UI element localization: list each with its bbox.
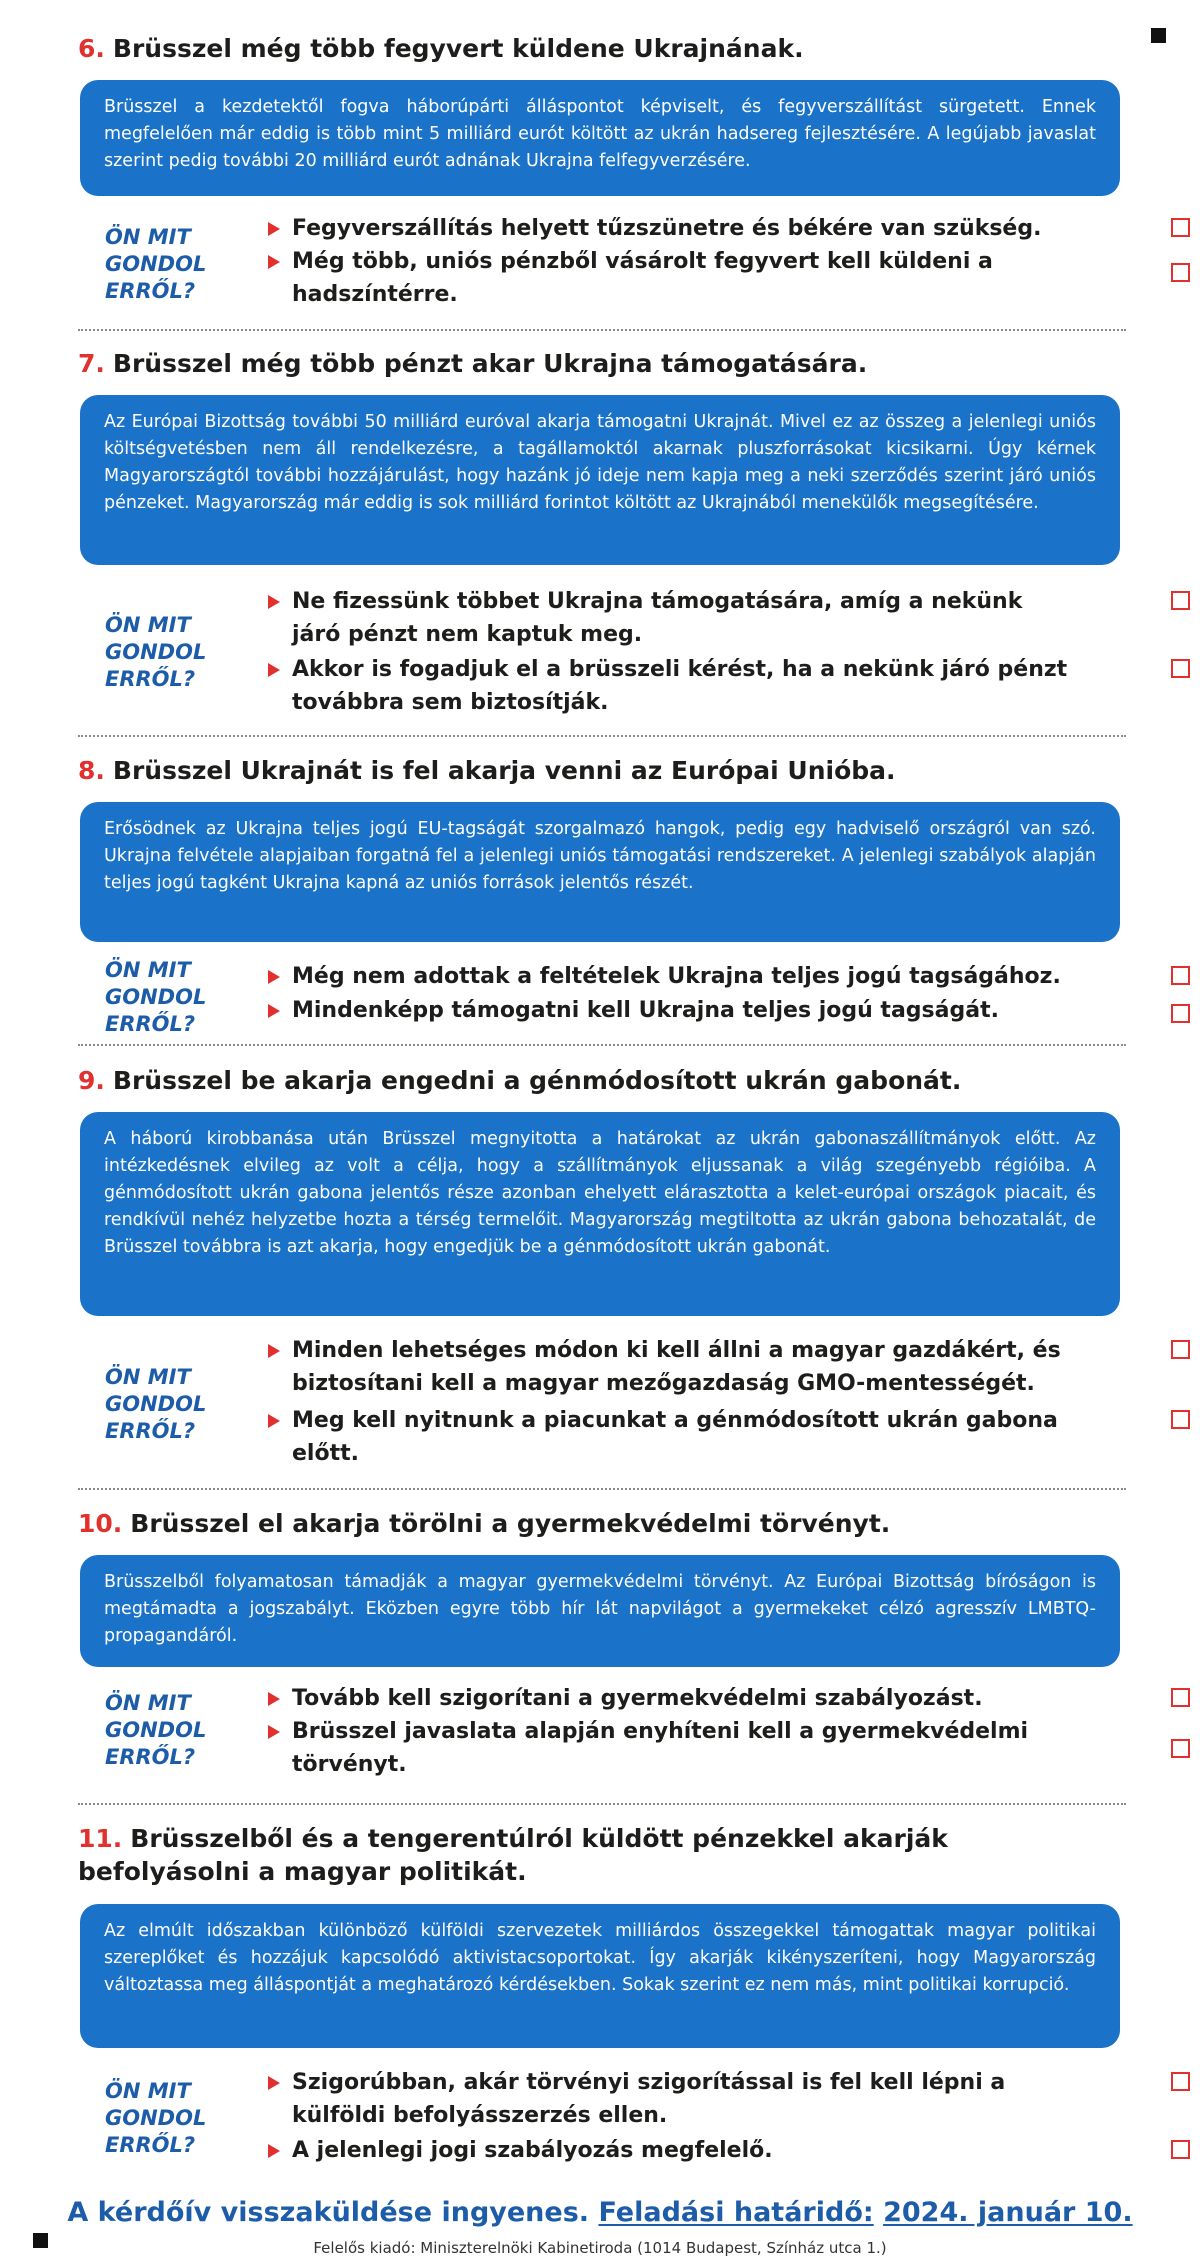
question-title — [78, 1507, 1126, 1540]
answer-option-1 — [268, 1334, 1168, 1394]
question-number: 9. — [78, 1066, 105, 1095]
return-notice — [0, 2196, 1200, 2230]
opinion-prompt: ÖN MIT GONDOL ERRŐL? — [105, 958, 207, 1036]
answer-checkbox[interactable] — [1171, 1340, 1190, 1359]
question-title — [78, 347, 1126, 380]
option-text: Mindenképp támogatni kell Ukrajna teljes jogú tagságát. — [292, 998, 999, 1023]
answer-checkbox[interactable] — [1171, 1688, 1190, 1707]
option-text: Ne fizessünk többet Ukrajna támogatására, amíg a nekünk járó pénzt nem kaptuk meg. — [292, 589, 1023, 647]
registration-mark-top-right — [1151, 28, 1166, 43]
opinion-prompt: ÖN MIT GONDOL ERRŐL? — [105, 613, 207, 691]
question-title — [78, 1064, 1126, 1097]
option-text: Szigorúbban, akár törvényi szigorítással is fel kell lépni a külföldi befolyásszerzés ellen. — [292, 2070, 1006, 2128]
option-text: Még nem adottak a feltételek Ukrajna teljes jogú tagságához. — [292, 964, 1061, 989]
answer-option-1 — [268, 585, 1168, 645]
answer-option-2 — [268, 245, 1168, 305]
info-box: A háború kirobbanása után Brüsszel megnyitotta a határokat az ukrán gabonaszállítmányok előtt. Az intézkedésnek elvileg az volt a célja, hogy a szállítmányok eljussanak a világ szegényebb régióiba. A génmódosított ukrán gabona jelentős része azonban ehelyett elárasztotta a kelet-európai országok piacait, és rendkívül nehéz helyzetbe hozta a térség termelőit. Magyarország megtiltotta az ukrán gabona behozatalát, de Brüsszel továbbra is azt akarja, hogy engedjük be a génmódosított ukrán gabonát. — [80, 1112, 1120, 1316]
answer-checkbox[interactable] — [1171, 2072, 1190, 2091]
section-divider — [78, 329, 1126, 331]
opinion-prompt: ÖN MIT GONDOL ERRŐL? — [105, 1365, 207, 1443]
opinion-prompt: ÖN MIT GONDOL ERRŐL? — [105, 2079, 207, 2157]
arrow-icon — [268, 1344, 280, 1358]
section-divider — [78, 1044, 1126, 1046]
info-box: Brüsszel a kezdetektől fogva háborúpárti álláspontot képviselt, és fegyverszállítást sürgetett. Ennek megfelelően már eddig is több mint 5 milliárd eurót költött az ukrán hadsereg fejlesztésére. A legújabb javaslat szerint pedig további 20 milliárd eurót adnának Ukrajna felfegyverzésére. — [80, 80, 1120, 196]
answer-checkbox[interactable] — [1171, 1004, 1190, 1023]
answer-checkbox[interactable] — [1171, 1410, 1190, 1429]
answer-checkbox[interactable] — [1171, 263, 1190, 282]
answer-checkbox[interactable] — [1171, 2140, 1190, 2159]
question-title-text: Brüsszel még több fegyvert küldene Ukrajnának. — [112, 34, 804, 63]
answer-checkbox[interactable] — [1171, 966, 1190, 985]
return-free-text: A kérdőív visszaküldése ingyenes. — [67, 2197, 590, 2228]
info-box: Erősödnek az Ukrajna teljes jogú EU-tagságát szorgalmazó hangok, pedig egy hadviselő országról van szó. Ukrajna felvétele alapjaiban forgatná fel a jelenlegi uniós támogatási rendszereket. A jelenlegi szabályok alapján teljes jogú tagként Ukrajna kapná az uniós források jelentős részét. — [80, 802, 1120, 942]
arrow-icon — [268, 595, 280, 609]
question-title — [78, 32, 1126, 65]
answer-option-2 — [268, 1715, 1168, 1775]
deadline-label: Feladási határidő: — [598, 2197, 874, 2228]
option-text: Még több, uniós pénzből vásárolt fegyvert kell küldeni a hadszíntérre. — [292, 249, 993, 307]
question-title-text: Brüsszel be akarja engedni a génmódosított ukrán gabonát. — [112, 1066, 962, 1095]
section-divider — [78, 1803, 1126, 1805]
option-text: Minden lehetséges módon ki kell állni a magyar gazdákért, és biztosítani kell a magyar mezőgazdaság GMO-mentességét. — [292, 1338, 1061, 1396]
question-title-text: Brüsszel még több pénzt akar Ukrajna támogatására. — [112, 349, 868, 378]
answer-option-1 — [268, 2066, 1168, 2126]
question-title-text: Brüsszel Ukrajnát is fel akarja venni az Európai Unióba. — [112, 756, 896, 785]
section-divider — [78, 1488, 1126, 1490]
arrow-icon — [268, 1725, 280, 1739]
answer-checkbox[interactable] — [1171, 1739, 1190, 1758]
question-title-text: Brüsszel el akarja törölni a gyermekvédelmi törvényt. — [130, 1509, 891, 1538]
question-title-text: Brüsszelből és a tengerentúlról küldött pénzekkel akarják befolyásolni a magyar politikát. — [78, 1824, 948, 1886]
option-text: A jelenlegi jogi szabályozás megfelelő. — [292, 2138, 773, 2163]
question-number: 6. — [78, 34, 105, 63]
question-number: 10. — [78, 1509, 123, 1538]
arrow-icon — [268, 663, 280, 677]
answer-option-2 — [268, 653, 1168, 713]
arrow-icon — [268, 255, 280, 269]
section-divider — [78, 735, 1126, 737]
arrow-icon — [268, 1004, 280, 1018]
arrow-icon — [268, 1414, 280, 1428]
option-text: Akkor is fogadjuk el a brüsszeli kérést, ha a nekünk járó pénzt továbbra sem biztosítják. — [292, 657, 1068, 715]
option-text: Brüsszel javaslata alapján enyhíteni kell a gyermekvédelmi törvényt. — [292, 1719, 1029, 1777]
opinion-prompt: ÖN MIT GONDOL ERRŐL? — [105, 1691, 207, 1769]
question-number: 7. — [78, 349, 105, 378]
opinion-prompt: ÖN MIT GONDOL ERRŐL? — [105, 225, 207, 303]
arrow-icon — [268, 222, 280, 236]
answer-option-2 — [268, 2134, 1168, 2194]
arrow-icon — [268, 2076, 280, 2090]
info-box: Brüsszelből folyamatosan támadják a magyar gyermekvédelmi törvényt. Az Európai Bizottság bíróságon is megtámadta a jogszabályt. Eközben egyre több hír lát napvilágot a gyermekeket célzó agresszív LMBTQ-propagandáról. — [80, 1555, 1120, 1667]
publisher-line: Felelős kiadó: Miniszterelnöki Kabinetiroda (1014 Budapest, Színház utca 1.) — [313, 2239, 887, 2257]
info-box: Az Európai Bizottság további 50 milliárd euróval akarja támogatni Ukrajnát. Mivel ez az összeg a jelenlegi uniós költségvetésben nem áll rendelkezésre, a tagállamoktól akarnak pluszforrásokat kicsikarni. Úgy kérnek Magyarországtól további hozzájárulást, hogy hazánk jó ideje nem kapja meg a neki szerződés szerint járó uniós pénzeket. Magyarország már eddig is sok milliárd forintot költött az Ukrajnából menekülők megsegítésére. — [80, 395, 1120, 565]
question-title — [78, 1822, 1126, 1888]
info-box: Az elmúlt időszakban különböző külföldi szervezetek milliárdos összegekkel támogattak magyar politikai szereplőket és hozzájuk kapcsolódó aktivistacsoportokat. Így akarják kikényszeríteni, hogy Magyarország változtassa meg álláspontját a meghatározó kérdésekben. Sokak szerint ez nem más, mint politikai korrupció. — [80, 1904, 1120, 2048]
answer-option-2 — [268, 1404, 1168, 1464]
answer-checkbox[interactable] — [1171, 659, 1190, 678]
question-title — [78, 754, 1126, 787]
arrow-icon — [268, 1692, 280, 1706]
arrow-icon — [268, 2144, 280, 2158]
arrow-icon — [268, 970, 280, 984]
option-text: Fegyverszállítás helyett tűzszünetre és békére van szükség. — [292, 216, 1042, 241]
deadline-date: 2024. január 10. — [883, 2197, 1133, 2228]
option-text: Tovább kell szigorítani a gyermekvédelmi szabályozást. — [292, 1686, 983, 1711]
question-number: 11. — [78, 1824, 123, 1853]
answer-checkbox[interactable] — [1171, 591, 1190, 610]
option-text: Meg kell nyitnunk a piacunkat a génmódosított ukrán gabona előtt. — [292, 1408, 1058, 1466]
question-number: 8. — [78, 756, 105, 785]
answer-checkbox[interactable] — [1171, 218, 1190, 237]
